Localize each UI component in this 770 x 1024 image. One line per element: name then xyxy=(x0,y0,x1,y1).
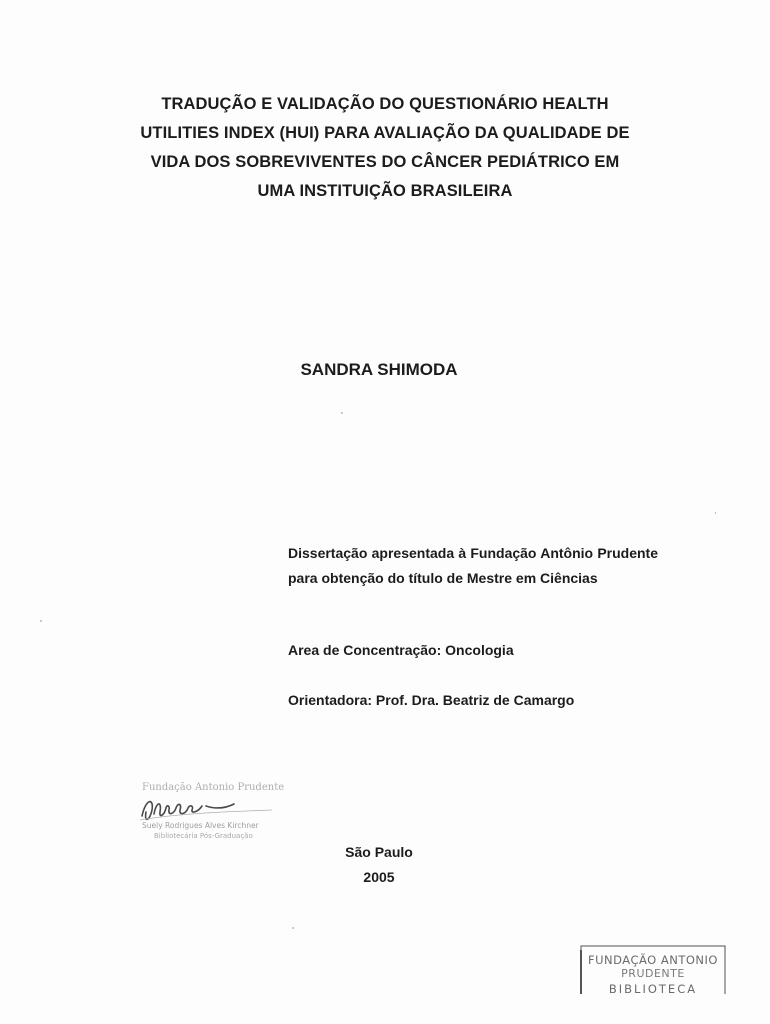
city-row xyxy=(0,844,770,860)
author-name-row xyxy=(0,360,770,380)
svg-text:Bibliotecária Pós-Graduação: Bibliotecária Pós-Graduação xyxy=(154,832,253,840)
dissertation-statement: Dissertação apresentada à Fundação Antônio Prudente para obtenção do título de Mestre em Ciências xyxy=(288,545,658,586)
scan-speck xyxy=(715,512,716,514)
advisor: Orientadora: Prof. Dra. Beatriz de Camargo xyxy=(288,692,575,708)
title-line-3: VIDA DOS SOBREVIVENTES DO CÂNCER PEDIÁTRICO EM xyxy=(150,153,620,171)
scan-speck xyxy=(292,927,294,929)
title-line-4: UMA INSTITUIÇÃO BRASILEIRA xyxy=(257,182,513,200)
library-signature-stamp xyxy=(136,776,286,846)
concentration-area: Area de Concentração: Oncologia xyxy=(288,642,514,658)
svg-text:Suely Rodrigues Alves Kirchner: Suely Rodrigues Alves Kirchner xyxy=(142,821,259,830)
library-box-stamp xyxy=(579,944,727,994)
svg-text:FUNDAÇÃO ANTONIO: FUNDAÇÃO ANTONIO xyxy=(588,953,718,967)
scan-speck xyxy=(341,412,343,414)
city: São Paulo xyxy=(345,844,413,860)
year-row xyxy=(0,869,770,885)
author-name: SANDRA SHIMODA xyxy=(300,360,458,379)
title-line-2: UTILITIES INDEX (HUI) PARA AVALIAÇÃO DA QUALIDADE DE xyxy=(140,124,630,142)
svg-text:Fundação Antonio Prudente: Fundação Antonio Prudente xyxy=(142,782,285,793)
dissertation-title xyxy=(80,90,690,206)
year: 2005 xyxy=(363,869,395,885)
title-line-1: TRADUÇÃO E VALIDAÇÃO DO QUESTIONÁRIO HEALTH xyxy=(161,95,609,113)
scan-speck xyxy=(40,620,42,622)
svg-text:PRUDENTE: PRUDENTE xyxy=(621,967,685,980)
svg-text:BIBLIOTECA: BIBLIOTECA xyxy=(608,982,698,994)
